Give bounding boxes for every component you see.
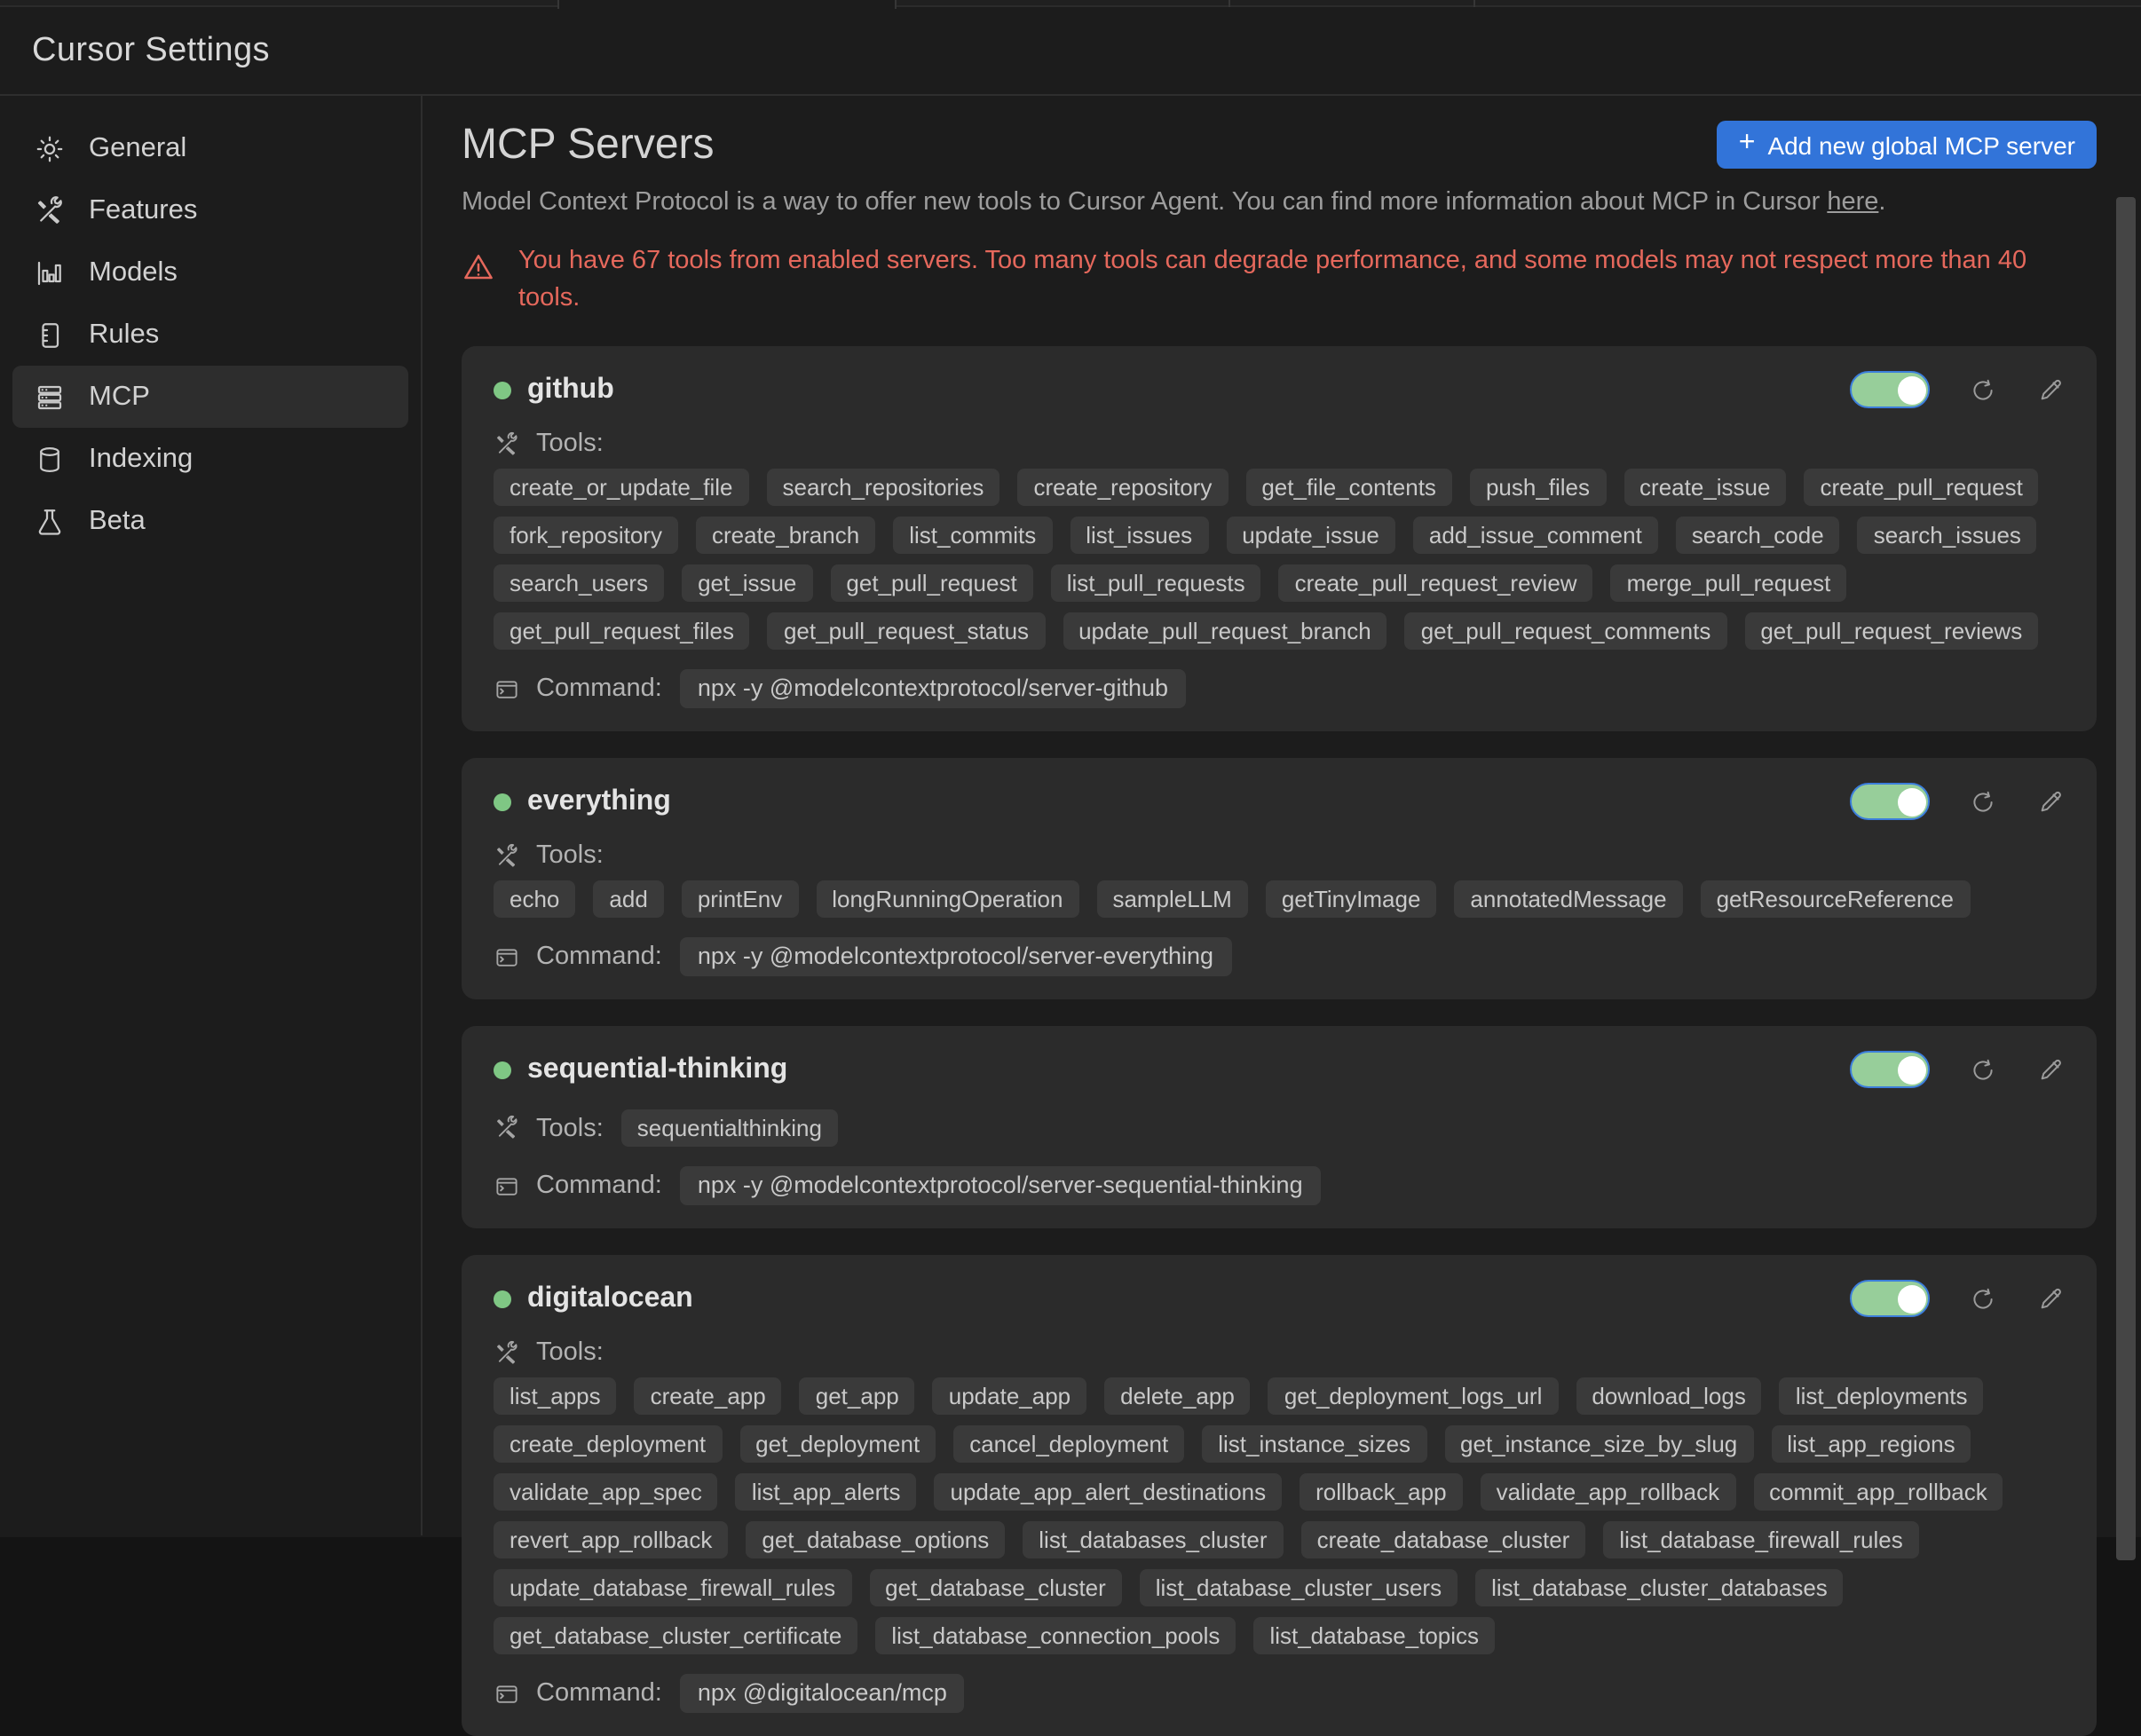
- tools-chip-list: [494, 1377, 2065, 1654]
- tools-icon: [34, 194, 66, 226]
- tool-chip: update_issue: [1226, 517, 1395, 554]
- tool-chip: get_pull_request_status: [768, 612, 1045, 650]
- database-icon: [34, 443, 66, 475]
- mcp-server-card: [462, 758, 2097, 999]
- tool-chip: get_instance_size_by_slug: [1444, 1425, 1753, 1463]
- vertical-scrollbar-thumb[interactable]: [2116, 197, 2136, 1560]
- edit-pencil-icon[interactable]: [2036, 1055, 2065, 1084]
- tool-chip: list_database_connection_pools: [875, 1617, 1236, 1654]
- toggle-knob: [1898, 1284, 1926, 1313]
- tool-chip: update_database_firewall_rules: [494, 1569, 851, 1606]
- tool-chip: search_code: [1676, 517, 1840, 554]
- tool-chip: delete_app: [1104, 1377, 1251, 1415]
- tool-chip: list_pull_requests: [1051, 564, 1261, 602]
- tool-chip: fork_repository: [494, 517, 678, 554]
- tools-chip-list: [621, 1109, 838, 1147]
- server-status-dot: [494, 1290, 511, 1307]
- tool-chip: sequentialthinking: [621, 1109, 838, 1147]
- hammer-wrench-icon: [494, 430, 520, 457]
- gear-icon: [34, 132, 66, 164]
- tools-row-label: [494, 430, 604, 458]
- tool-chip: get_issue: [682, 564, 812, 602]
- server-enabled-toggle[interactable]: [1850, 783, 1930, 820]
- tool-chip: download_logs: [1576, 1377, 1761, 1415]
- tool-chip: merge_pull_request: [1611, 564, 1847, 602]
- tool-chip: sampleLLM: [1096, 880, 1247, 918]
- tool-chip: revert_app_rollback: [494, 1521, 728, 1558]
- tool-chip: create_app: [635, 1377, 782, 1415]
- hammer-wrench-icon: [494, 842, 520, 869]
- plus-icon: +: [1738, 127, 1756, 157]
- refresh-icon[interactable]: [1969, 1055, 1997, 1084]
- tab-separator: [1229, 0, 1230, 7]
- command-value: npx -y @modelcontextprotocol/server-sequential-thinking: [680, 1166, 1321, 1205]
- flask-icon: [34, 505, 66, 537]
- tool-chip: validate_app_rollback: [1481, 1473, 1736, 1511]
- tool-chip: create_issue: [1624, 469, 1786, 506]
- tool-chip: add_issue_comment: [1413, 517, 1658, 554]
- terminal-icon: [494, 943, 520, 970]
- tool-chip: create_branch: [696, 517, 875, 554]
- tool-chip: get_database_options: [746, 1521, 1005, 1558]
- tool-chip: cancel_deployment: [953, 1425, 1184, 1463]
- tool-chip: search_issues: [1858, 517, 2037, 554]
- tools-label: Tools:: [536, 1338, 604, 1368]
- edit-pencil-icon[interactable]: [2036, 375, 2065, 404]
- command-value: npx @digitalocean/mcp: [680, 1674, 965, 1713]
- here-link[interactable]: here: [1827, 188, 1879, 217]
- server-status-dot: [494, 381, 511, 398]
- tool-chip: longRunningOperation: [816, 880, 1078, 918]
- tool-chip: list_app_regions: [1771, 1425, 1971, 1463]
- tool-chip: echo: [494, 880, 575, 918]
- tool-chip: get_pull_request_files: [494, 612, 750, 650]
- command-label: Command:: [536, 675, 662, 704]
- tool-chip: printEnv: [682, 880, 798, 918]
- settings-title: Cursor Settings: [32, 31, 270, 68]
- tools-row-label: [494, 1338, 604, 1367]
- sidebar-item-label: Models: [89, 256, 178, 287]
- add-new-global-mcp-server-button[interactable]: [1718, 121, 2097, 169]
- sidebar-item-label: Indexing: [89, 443, 194, 473]
- refresh-icon[interactable]: [1969, 375, 1997, 404]
- command-label: Command:: [536, 1679, 662, 1708]
- tool-chip: list_apps: [494, 1377, 617, 1415]
- page-title: MCP Servers: [462, 121, 715, 169]
- tools-row-label: [494, 841, 604, 870]
- tool-chip: list_instance_sizes: [1202, 1425, 1426, 1463]
- tools-chip-list: [494, 880, 1970, 918]
- tool-chip: update_app_alert_destinations: [935, 1473, 1283, 1511]
- tool-chip: list_database_topics: [1253, 1617, 1495, 1654]
- sidebar-item-indexing[interactable]: [12, 428, 408, 490]
- tool-chip: getTinyImage: [1266, 880, 1437, 918]
- sidebar-item-label: General: [89, 132, 187, 162]
- tool-chip: get_database_cluster_certificate: [494, 1617, 857, 1654]
- toggle-knob: [1898, 375, 1926, 404]
- tool-chip: get_pull_request: [830, 564, 1032, 602]
- tool-chip: create_repository: [1017, 469, 1228, 506]
- refresh-icon[interactable]: [1969, 1284, 1997, 1313]
- tools-row-label: [494, 1114, 604, 1142]
- tool-chip: get_app: [800, 1377, 915, 1415]
- mcp-server-card: [462, 1255, 2097, 1736]
- page-description: Model Context Protocol is a way to offer new tools to Cursor Agent. You can find more information about MCP in Cursor here.: [462, 188, 1886, 217]
- settings-titlebar: [0, 7, 2141, 96]
- server-name: everything: [527, 785, 671, 817]
- toggle-knob: [1898, 787, 1926, 816]
- tool-chip: get_deployment_logs_url: [1268, 1377, 1559, 1415]
- tool-chip: annotatedMessage: [1454, 880, 1682, 918]
- warning-text: You have 67 tools from enabled servers. Too many tools can degrade performance, and some models may not respect more than 40 tools.: [518, 247, 2027, 313]
- tool-chip: list_database_cluster_users: [1140, 1569, 1458, 1606]
- edit-pencil-icon[interactable]: [2036, 1284, 2065, 1313]
- command-label: Command:: [536, 1172, 662, 1201]
- server-status-dot: [494, 1061, 511, 1078]
- tool-chip: search_repositories: [767, 469, 1000, 506]
- tool-chip: update_pull_request_branch: [1063, 612, 1387, 650]
- refresh-icon[interactable]: [1969, 787, 1997, 816]
- tool-chip: search_users: [494, 564, 664, 602]
- command-row-label: [494, 675, 662, 703]
- tool-chip: get_pull_request_reviews: [1744, 612, 2038, 650]
- tool-chip: add: [593, 880, 663, 918]
- command-row-label: [494, 1679, 662, 1708]
- hammer-wrench-icon: [494, 1115, 520, 1141]
- sidebar-item-label: MCP: [89, 381, 150, 411]
- sidebar-item-general[interactable]: [12, 117, 408, 179]
- server-name: digitalocean: [527, 1282, 693, 1314]
- mcp-server-card: [462, 1026, 2097, 1228]
- server-icon: [34, 381, 66, 413]
- tools-chip-list: [494, 469, 2065, 650]
- hammer-wrench-icon: [494, 1339, 520, 1366]
- add-button-label: Add new global MCP server: [1767, 130, 2075, 159]
- tool-chip: list_databases_cluster: [1023, 1521, 1283, 1558]
- tool-chip: create_database_cluster: [1301, 1521, 1586, 1558]
- command-value: npx -y @modelcontextprotocol/server-github: [680, 669, 1186, 708]
- server-name: github: [527, 374, 614, 405]
- terminal-icon: [494, 1172, 520, 1199]
- tool-chip: get_deployment: [739, 1425, 936, 1463]
- server-list: [462, 346, 2097, 1736]
- terminal-icon: [494, 1680, 520, 1707]
- sidebar-item-models[interactable]: [12, 241, 408, 304]
- tool-chip: list_commits: [893, 517, 1052, 554]
- tool-chip: list_issues: [1070, 517, 1208, 554]
- tool-chip: create_or_update_file: [494, 469, 749, 506]
- tools-label: Tools:: [536, 841, 604, 871]
- server-enabled-toggle[interactable]: [1850, 1051, 1930, 1088]
- tool-chip: getResourceReference: [1701, 880, 1970, 918]
- sidebar-item-label: Features: [89, 194, 198, 225]
- tool-chip: list_database_firewall_rules: [1603, 1521, 1918, 1558]
- ruler-doc-icon: [34, 319, 66, 351]
- edit-pencil-icon[interactable]: [2036, 787, 2065, 816]
- command-row-label: [494, 1172, 662, 1200]
- sidebar-item-features[interactable]: [12, 179, 408, 241]
- sidebar-item-rules[interactable]: [12, 304, 408, 366]
- command-value: npx -y @modelcontextprotocol/server-everything: [680, 937, 1231, 976]
- command-row-label: [494, 943, 662, 971]
- sidebar-item-beta[interactable]: [12, 490, 408, 552]
- terminal-icon: [494, 675, 520, 702]
- tool-chip: get_file_contents: [1245, 469, 1452, 506]
- tool-chip: update_app: [933, 1377, 1086, 1415]
- tool-chip: get_database_cluster: [869, 1569, 1122, 1606]
- tool-chip: rollback_app: [1300, 1473, 1462, 1511]
- warning-triangle-icon: [462, 250, 495, 284]
- tool-chip: create_pull_request: [1804, 469, 2038, 506]
- mcp-server-card: [462, 346, 2097, 731]
- settings-sidebar: [0, 96, 423, 1535]
- sidebar-item-mcp[interactable]: [12, 366, 408, 428]
- tools-label: Tools:: [536, 430, 604, 459]
- toggle-knob: [1898, 1055, 1926, 1084]
- tool-chip: commit_app_rollback: [1753, 1473, 2003, 1511]
- tool-chip: push_files: [1470, 469, 1606, 506]
- tool-chip: get_pull_request_comments: [1405, 612, 1727, 650]
- tool-chip: list_database_cluster_databases: [1475, 1569, 1844, 1606]
- warning-banner: [462, 243, 2068, 318]
- sidebar-item-label: Beta: [89, 505, 146, 535]
- tool-chip: create_deployment: [494, 1425, 722, 1463]
- tab-separator: [1473, 0, 1475, 7]
- tool-chip: list_app_alerts: [736, 1473, 917, 1511]
- server-name: sequential-thinking: [527, 1053, 788, 1085]
- tool-chip: validate_app_spec: [494, 1473, 718, 1511]
- tool-chip: create_pull_request_review: [1279, 564, 1593, 602]
- tool-chip: list_deployments: [1780, 1377, 1984, 1415]
- bar-chart-icon: [34, 256, 66, 288]
- sidebar-item-label: Rules: [89, 319, 160, 349]
- mcp-settings-panel: [423, 96, 2141, 1708]
- server-enabled-toggle[interactable]: [1850, 371, 1930, 408]
- server-status-dot: [494, 793, 511, 810]
- command-label: Command:: [536, 943, 662, 972]
- tools-label: Tools:: [536, 1114, 604, 1143]
- active-editor-tab[interactable]: [557, 0, 897, 9]
- server-enabled-toggle[interactable]: [1850, 1280, 1930, 1317]
- editor-tabs-strip[interactable]: [0, 0, 2141, 7]
